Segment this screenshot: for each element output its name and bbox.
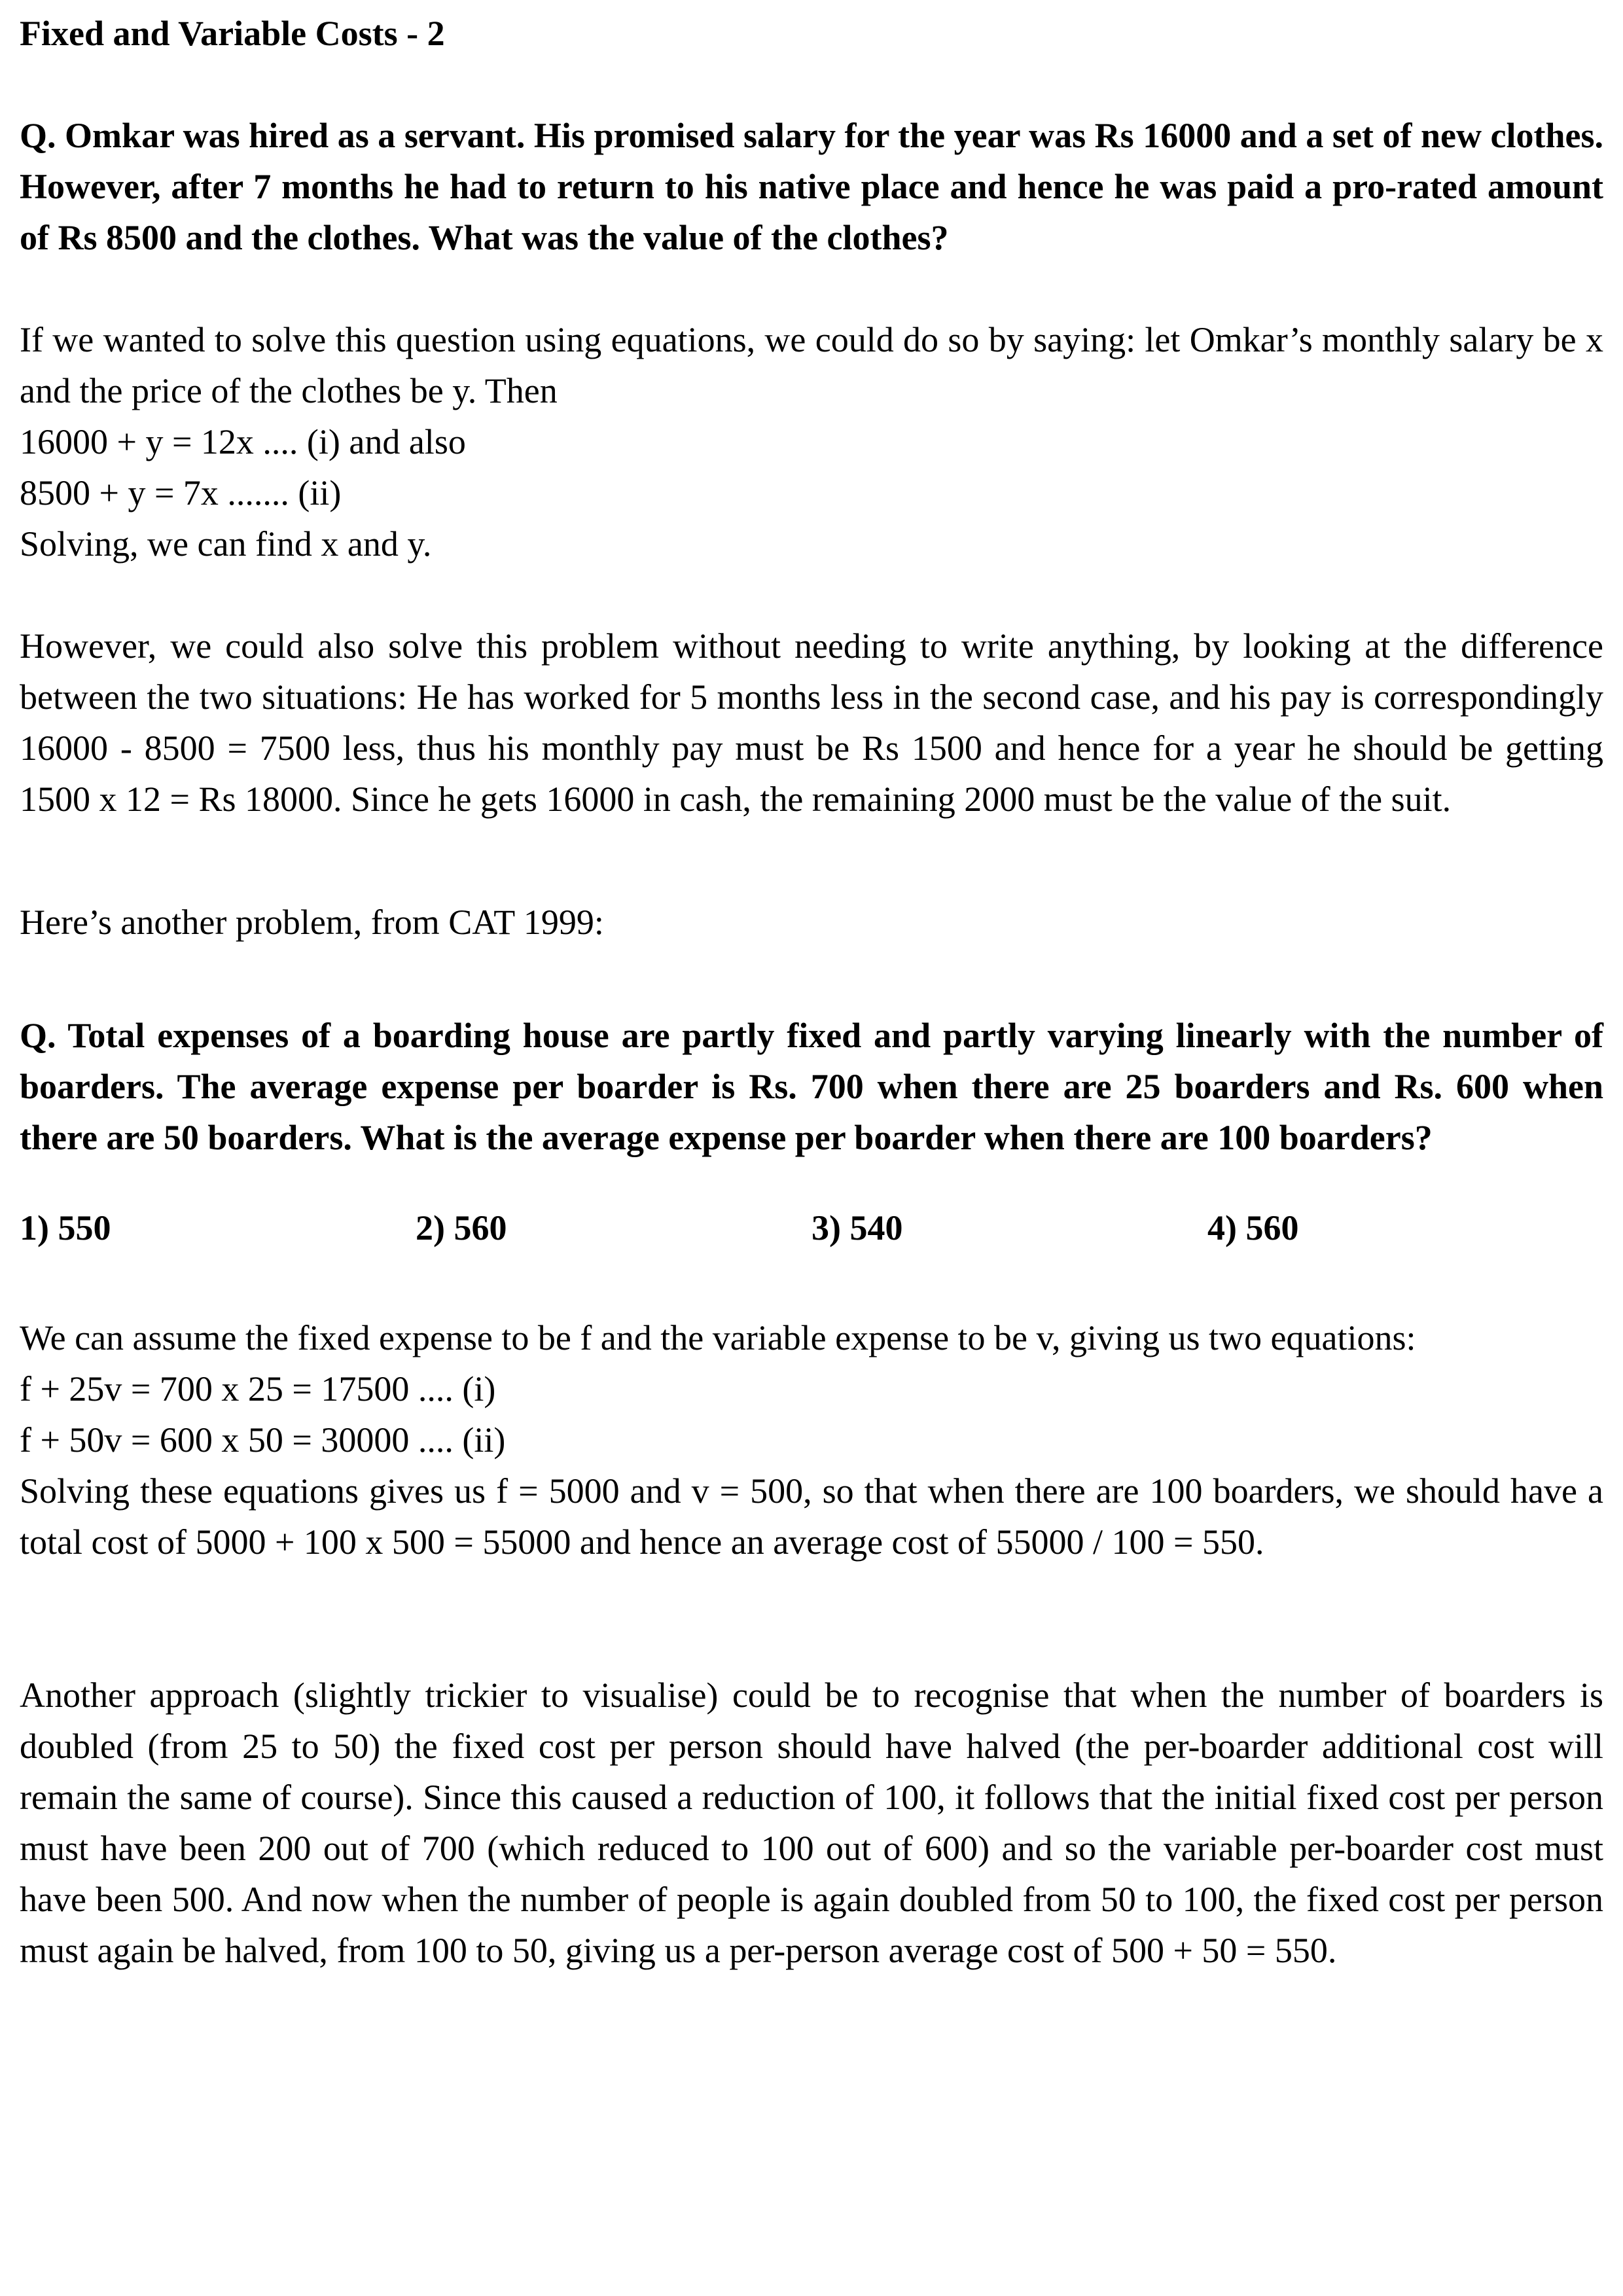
q2-equation-1: f + 25v = 700 x 25 = 17500 .... (i) — [20, 1369, 496, 1408]
option-4: 4) 560 — [1207, 1208, 1299, 1247]
q2-equation-2: f + 50v = 600 x 50 = 30000 .... (ii) — [20, 1420, 506, 1460]
interlude-text: Here’s another problem, from CAT 1999: — [20, 903, 604, 942]
question-1: Q. Omkar was hired as a servant. His promised salary for the year was Rs 16000 and a set of new clothes. However, after 7 months he had to return to his native place and hence he was paid a pro-rated amount of Rs 8500 and the clothes. What was the value of the clothes? — [20, 116, 1603, 257]
option-1: 1) 550 — [20, 1208, 111, 1247]
q1-solution-intro: If we wanted to solve this question using equations, we could do so by saying: let Omkar’s monthly salary be x and the price of the clothes be y. Then — [20, 320, 1603, 410]
q1-equation-2: 8500 + y = 7x ....... (ii) — [20, 473, 342, 512]
q2-alternative-solution: Another approach (slightly trickier to visualise) could be to recognise that when the number of boarders is doubled (from 25 to 50) the fixed cost per person should have halved (the per-boarder additional cost will remain the same of course). Since this caused a reduction of 100, it follows that the initial fixed cost per person must have been 200 out of 700 (which reduced to 100 out of 600) and so the variable per-boarder cost must have been 500. And now when the number of people is again doubled from 50 to 100, the fixed cost per person must again be halved, from 100 to 50, giving us a per-person average cost of 500 + 50 = 550. — [20, 1676, 1603, 1970]
page-title: Fixed and Variable Costs - 2 — [20, 14, 445, 53]
q1-solution-note: Solving, we can find x and y. — [20, 524, 432, 564]
option-2: 2) 560 — [416, 1208, 507, 1247]
q2-solution-intro: We can assume the fixed expense to be f and the variable expense to be v, giving us two equations: — [20, 1318, 1416, 1357]
q1-alternative-solution: However, we could also solve this problem without needing to write anything, by looking at the difference between the two situations: He has worked for 5 months less in the second case, and his pay is correspondingly 16000 - 8500 = 7500 less, thus his monthly pay must be Rs 1500 and hence for a year he should be getting 1500 x 12 = Rs 18000. Since he gets 16000 in cash, the remaining 2000 must be the value of the suit. — [20, 626, 1603, 819]
q2-solution-conclusion: Solving these equations gives us f = 5000 and v = 500, so that when there are 100 boarders, we should have a total cost of 5000 + 100 x 500 = 55000 and hence an average cost of 55000 / 100 = 550. — [20, 1471, 1603, 1562]
q1-equation-1: 16000 + y = 12x .... (i) and also — [20, 422, 466, 461]
option-3: 3) 540 — [812, 1208, 903, 1247]
question-2: Q. Total expenses of a boarding house are partly fixed and partly varying linearly with the number of boarders. The average expense per boarder is Rs. 700 when there are 25 boarders and Rs. 600 when there are 50 boarders. What is the average expense per boarder when there are 100 boarders? — [20, 1016, 1603, 1157]
answer-options — [20, 1202, 1603, 1253]
